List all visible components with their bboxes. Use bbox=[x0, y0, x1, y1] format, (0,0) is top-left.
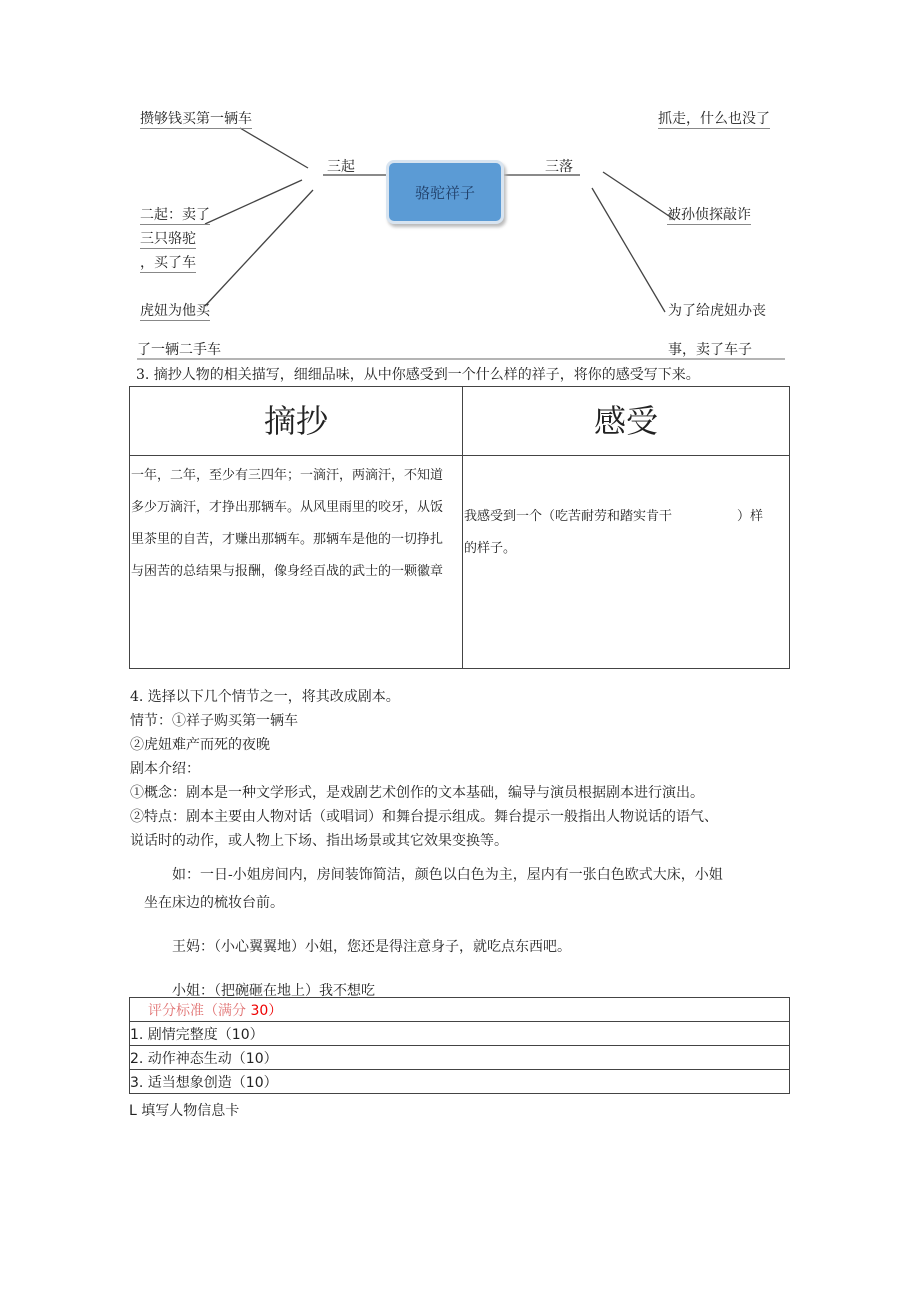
example-line: 坐在床边的梳妆台前。 bbox=[144, 895, 284, 911]
example-line: 如：一日-小姐房间内，房间装饰简洁，颜色以白色为主，屋内有一张白色欧式大床，小姐 bbox=[172, 867, 723, 883]
q3-title: 3. 摘抄人物的相关描写，细细品味，从中你感受到一个什么样的祥子，将你的感受写下来。 bbox=[136, 367, 700, 383]
excerpt-cell bbox=[130, 456, 463, 669]
q4-line: ②虎妞难产而死的夜晚 bbox=[130, 737, 270, 753]
left-item: 攒够钱买第一辆车 bbox=[140, 111, 252, 127]
q4-line: 4. 选择以下几个情节之一，将其改成剧本。 bbox=[130, 689, 400, 705]
excerpt-line: 里茶里的自苦，才赚出那辆车。那辆车是他的一切挣扎 bbox=[131, 532, 444, 547]
right-item: 抓走，什么也没了 bbox=[658, 111, 770, 127]
left-item: 了一辆二手车 bbox=[137, 342, 221, 358]
excerpt-line: 与困苦的总结果与报酬，像身经百战的武士的一颗徽章 bbox=[131, 564, 444, 579]
left-item: 虎妞为他买 bbox=[140, 303, 210, 319]
feeling-line: 的样子。 bbox=[464, 541, 517, 556]
q4-line: 说话时的动作，或人物上下场、指出场景或其它效果变换等。 bbox=[130, 833, 508, 849]
example-line: 小姐：（把碗砸在地上）我不想吃 bbox=[172, 983, 375, 999]
q4-line: 情节：①祥子购买第一辆车 bbox=[130, 713, 298, 729]
feeling-cell bbox=[463, 456, 790, 669]
left-hub: 三起 bbox=[327, 159, 355, 175]
mindmap-center: 骆驼祥子 bbox=[386, 160, 504, 224]
feeling-line: 我感受到一个（吃苦耐劳和踏实肯干 ）样 bbox=[464, 509, 764, 524]
rubric-header-label: 评分标准（满分 bbox=[148, 1002, 251, 1019]
left-item: ，买了车 bbox=[140, 255, 196, 271]
col-excerpt: 摘抄 bbox=[130, 387, 463, 456]
footer-text: L 填写人物信息卡 bbox=[129, 1103, 240, 1119]
excerpt-line: 一年，二年，至少有三四年；一滴汗，两滴汗，不知道 bbox=[131, 468, 444, 483]
example-line: 王妈：（小心翼翼地）小姐，您还是得注意身子，就吃点东西吧。 bbox=[172, 939, 571, 955]
left-item: 二起：卖了 bbox=[140, 207, 210, 223]
q4-line: ①概念：剧本是一种文学形式，是戏剧艺术创作的文本基础，编导与演员根据剧本进行演出。 bbox=[130, 785, 704, 801]
excerpt-line: 多少万滴汗，才挣出那辆车。从风里雨里的咬牙，从饭 bbox=[131, 500, 444, 515]
rubric-header-score: 30） bbox=[250, 1002, 283, 1019]
rubric-table bbox=[129, 997, 790, 1094]
q4-line: ②特点：剧本主要由人物对话（或唱词）和舞台提示组成。舞台提示一般指出人物说话的语气、 bbox=[130, 809, 718, 825]
rubric-row: 2. 动作神态生动（10） bbox=[130, 1046, 790, 1070]
right-item: 事，卖了车子 bbox=[668, 342, 752, 358]
rubric-header bbox=[130, 998, 790, 1022]
right-item: 被孙侦探敲诈 bbox=[667, 207, 751, 223]
right-item: 为了给虎妞办丧 bbox=[668, 303, 766, 319]
rubric-row: 1. 剧情完整度（10） bbox=[130, 1022, 790, 1046]
q4-line: 剧本介绍： bbox=[130, 761, 200, 777]
right-hub: 三落 bbox=[545, 159, 573, 175]
excerpt-table bbox=[129, 386, 790, 669]
rubric-row: 3. 适当想象创造（10） bbox=[130, 1070, 790, 1094]
q4-section bbox=[130, 685, 723, 1003]
left-item: 三只骆驼 bbox=[140, 231, 196, 247]
col-feeling: 感受 bbox=[463, 387, 790, 456]
